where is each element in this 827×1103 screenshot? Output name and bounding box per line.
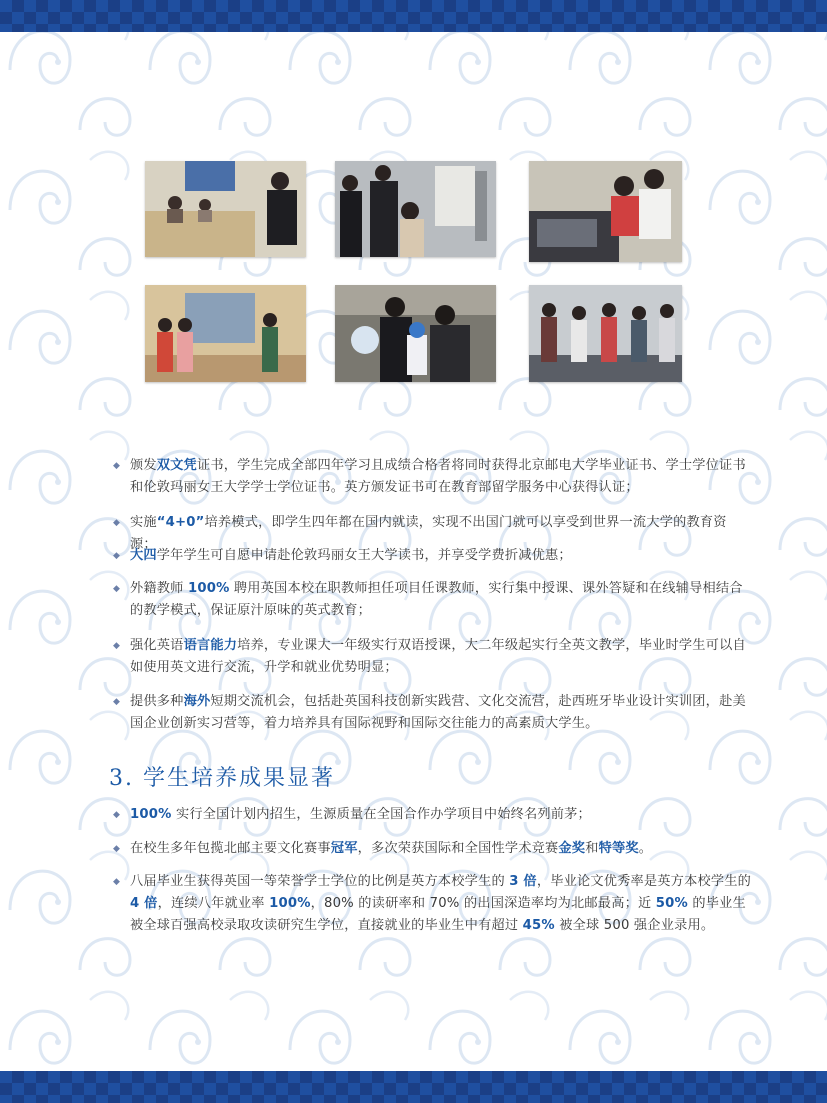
- bullet-foreign-teachers: [113, 578, 753, 622]
- bullet-marker-icon: ◆: [113, 584, 120, 594]
- footer-band: [0, 1071, 827, 1103]
- bullet-english-ability: [113, 635, 753, 679]
- bullet-text: 在校生多年包揽北邮主要文化赛事冠军，多次荣获国际和全国性学术竞赛金奖和特等奖。: [130, 841, 653, 856]
- bullet-marker-icon: ◆: [113, 810, 120, 820]
- bullet-enrollment: [113, 804, 753, 826]
- bullet-senior-year-abroad: [113, 545, 753, 567]
- bullet-text: 强化英语语言能力培养，专业课大一年级实行双语授课，大二年级起实行全英文教学，毕业时学生可以自如使用英文进行交流，升学和就业优势明显；: [130, 638, 746, 675]
- bullet-marker-icon: ◆: [113, 844, 120, 854]
- bullet-marker-icon: ◆: [113, 697, 120, 707]
- bullet-marker-icon: ◆: [113, 641, 120, 651]
- bullet-marker-icon: ◆: [113, 518, 120, 528]
- bullet-text: 八届毕业生获得英国一等荣誉学士学位的比例是英方本校学生的 3 倍，毕业论文优秀率是英方本校学生的 4 倍，连续八年就业率 100%，80% 的读研率和 70% 的出国深造率均为北邮最高；近 50% 的毕业生被全球百强高校录取攻读研究生学位，直接就业的毕业生中有超过 45% 被全球 500 强企业录用。: [130, 874, 752, 933]
- section-heading: 3. 学生培养成果显著: [109, 766, 335, 791]
- bullet-awards: [113, 838, 753, 860]
- photo-classroom-lecture: [145, 161, 306, 257]
- bullet-text: 颁发双文凭证书，学生完成全部四年学习且成绩合格者将同时获得北京邮电大学毕业证书、学士学位证书和伦敦玛丽女王大学学士学位证书。英方颁发证书可在教育部留学服务中心获得认证；: [130, 458, 746, 495]
- header-band: [0, 0, 827, 32]
- photo-poster-presentation: [335, 161, 496, 257]
- bullet-overseas-exchange: [113, 691, 753, 735]
- bullet-marker-icon: ◆: [113, 551, 120, 561]
- bullet-text: 实施“4+0”培养模式，即学生四年都在国内就读，实现不出国门就可以享受到世界一流大学的教育资源；: [130, 515, 727, 552]
- bullet-marker-icon: ◆: [113, 877, 120, 887]
- bullet-marker-icon: ◆: [113, 461, 120, 471]
- bullet-text: 大四学年学生可自愿申请赴伦敦玛丽女王大学读书，并享受学费折减优惠；: [130, 548, 572, 563]
- photo-exhibition-group: [145, 285, 306, 382]
- photo-lab-equipment: [529, 161, 682, 262]
- bullet-dual-degree: [113, 455, 753, 499]
- photo-robot-demo: [335, 285, 496, 382]
- bullet-text: 提供多种海外短期交流机会，包括赴英国科技创新实践营、文化交流营，赴西班牙毕业设计实训团，赴美国企业创新实习营等，着力培养具有国际视野和国际交往能力的高素质大学生。: [130, 694, 746, 731]
- bullet-text: 外籍教师 100% 聘用英国本校在职教师担任项目任课教师，实行集中授课、课外答疑和在线辅导相结合的教学模式，保证原汁原味的英式教育；: [130, 581, 743, 618]
- bullet-graduate-outcomes: [113, 871, 753, 937]
- photo-lab-students: [529, 285, 682, 382]
- bullet-text: 100% 实行全国计划内招生，生源质量在全国合作办学项目中始终名列前茅；: [130, 807, 591, 822]
